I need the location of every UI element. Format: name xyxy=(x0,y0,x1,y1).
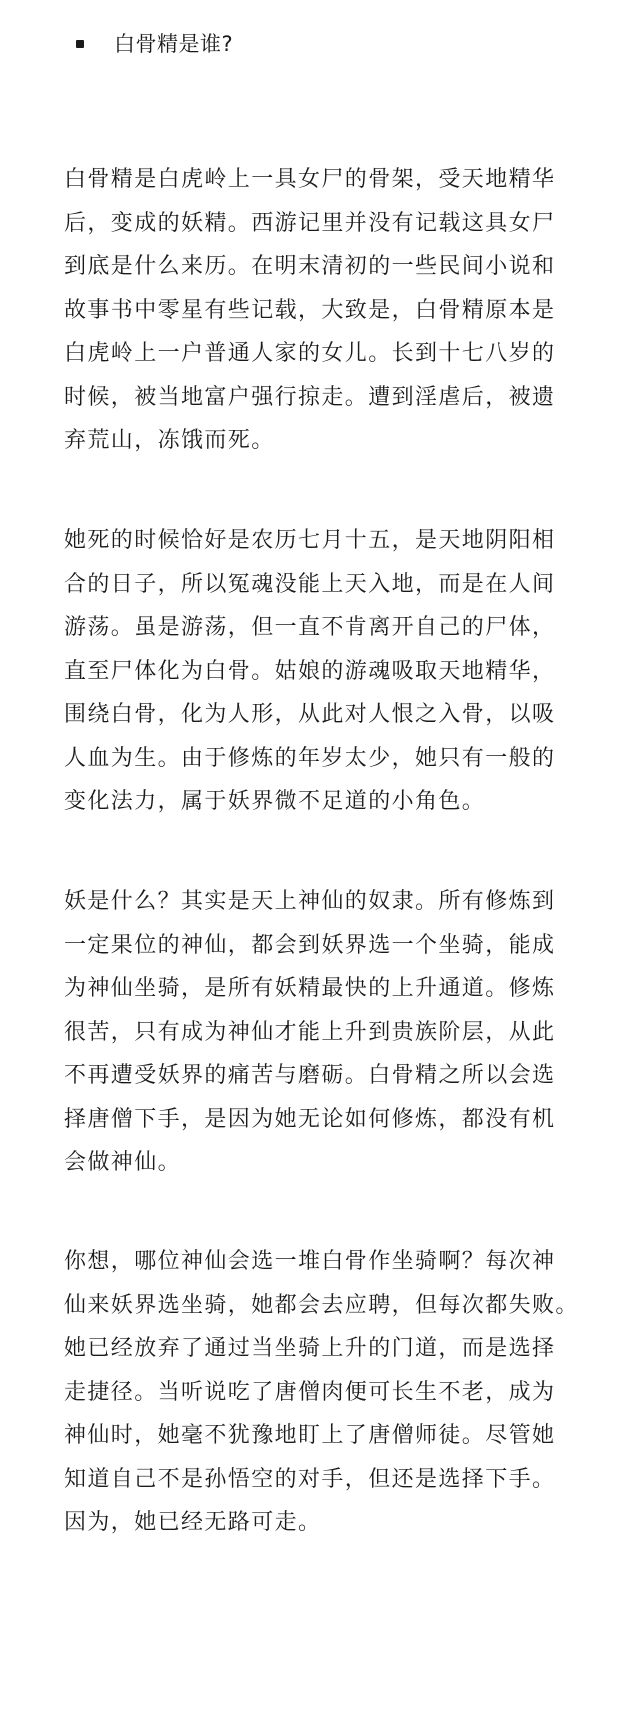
paragraph-line: 仙来妖界选坐骑，她都会去应聘，但每次都失败。 xyxy=(64,1292,579,1318)
paragraph-line: 神仙时，她毫不犹豫地盯上了唐僧师徒。尽管她 xyxy=(64,1423,556,1448)
bullet-icon xyxy=(76,40,84,48)
paragraph-line: 因为，她已经无路可走。 xyxy=(64,1510,322,1535)
paragraph-3 xyxy=(64,880,624,1185)
paragraph-line: 妖是什么？其实是天上神仙的奴隶。所有修炼到 xyxy=(64,889,556,914)
paragraph-4 xyxy=(64,1240,624,1545)
paragraph-line: 合的日子，所以冤魂没能上天入地，而是在人间 xyxy=(64,571,556,597)
paragraph-line: 不再遭受妖界的痛苦与磨砺。白骨精之所以会选 xyxy=(64,1063,556,1088)
paragraph-line: 变化法力，属于妖界微不足道的小角色。 xyxy=(64,789,486,814)
section-heading xyxy=(76,22,233,66)
paragraph-line: 后，变成的妖精。西游记里并没有记载这具女尸 xyxy=(64,210,556,236)
paragraph-line: 游荡。虽是游荡，但一直不肯离开自己的尸体， xyxy=(64,615,556,640)
paragraph-line: 一定果位的神仙，都会到妖界选一个坐骑，能成 xyxy=(64,932,556,958)
paragraph-line: 直至尸体化为白骨。姑娘的游魂吸取天地精华， xyxy=(64,658,556,684)
paragraph-line: 为神仙坐骑，是所有妖精最快的上升通道。修炼 xyxy=(64,976,556,1001)
paragraph-line: 时候，被当地富户强行掠走。遭到淫虐后，被遗 xyxy=(64,384,556,410)
paragraph-line: 故事书中零星有些记载，大致是，白骨精原本是 xyxy=(64,297,556,323)
paragraph-line: 知道自己不是孙悟空的对手，但还是选择下手。 xyxy=(64,1466,556,1492)
paragraph-line: 人血为生。由于修炼的年岁太少，她只有一般的 xyxy=(64,745,556,771)
paragraph-line: 你想，哪位神仙会选一堆白骨作坐骑啊？每次神 xyxy=(64,1249,556,1274)
paragraph-2 xyxy=(64,519,624,824)
paragraph-line: 很苦，只有成为神仙才能上升到贵族阶层，从此 xyxy=(64,1019,556,1045)
paragraph-line: 白骨精是白虎岭上一具女尸的骨架，受天地精华 xyxy=(64,167,556,192)
paragraph-line: 她已经放弃了通过当坐骑上升的门道，而是选择 xyxy=(64,1336,556,1361)
paragraph-line: 白虎岭上一户普通人家的女儿。长到十七八岁的 xyxy=(64,341,556,366)
paragraph-line: 她死的时候恰好是农历七月十五，是天地阴阳相 xyxy=(64,528,556,553)
paragraph-line: 弃荒山，冻饿而死。 xyxy=(64,428,275,453)
paragraph-line: 围绕白骨，化为人形，从此对人恨之入骨，以吸 xyxy=(64,702,556,727)
paragraph-line: 走捷径。当听说吃了唐僧肉便可长生不老，成为 xyxy=(64,1379,556,1405)
paragraph-line: 到底是什么来历。在明末清初的一些民间小说和 xyxy=(64,254,556,279)
paragraph-line: 择唐僧下手，是因为她无论如何修炼，都没有机 xyxy=(64,1106,556,1132)
paragraph-line: 会做神仙。 xyxy=(64,1150,182,1175)
paragraph-1 xyxy=(64,158,624,463)
heading-text: 白骨精是谁? xyxy=(114,32,234,56)
